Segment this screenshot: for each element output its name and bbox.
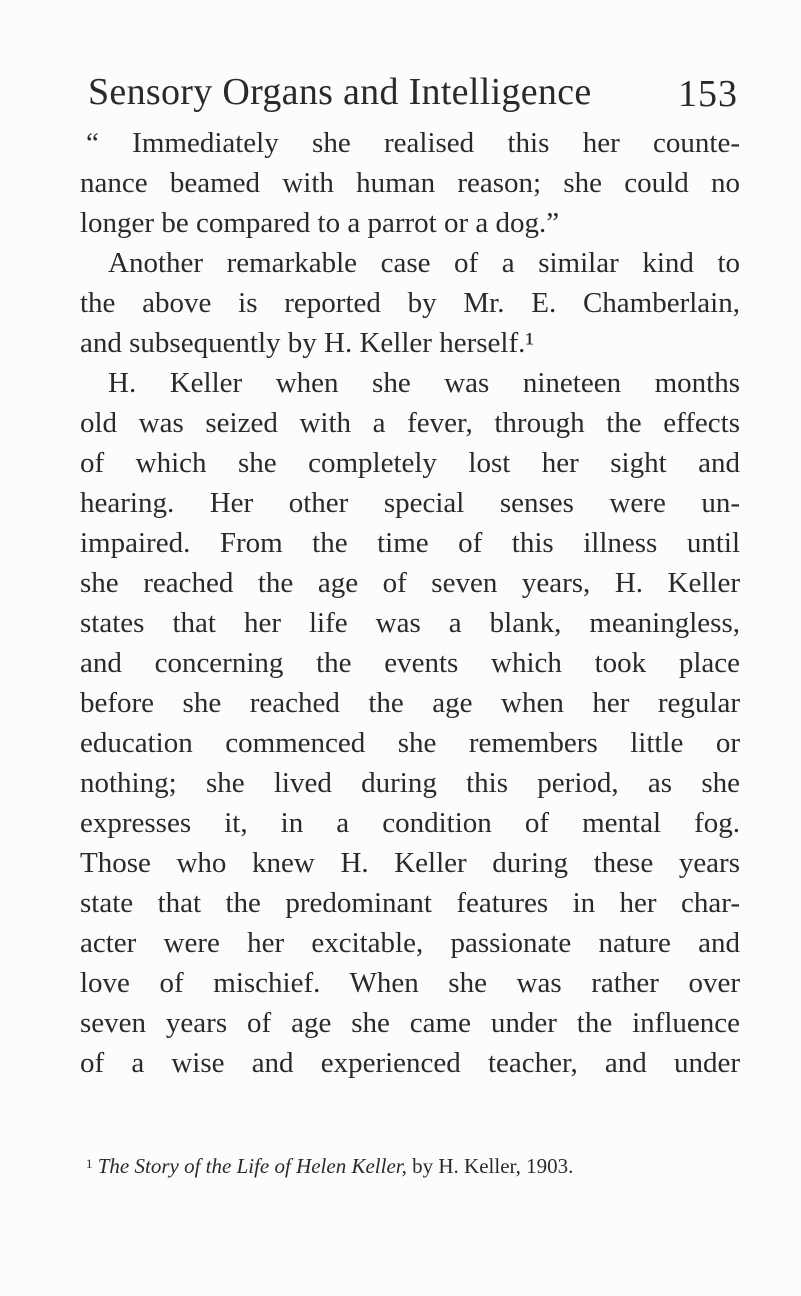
text-line: the above is reported by Mr. E. Chamberlain, xyxy=(80,287,740,319)
text-line: acter were her excitable, passionate nature and xyxy=(80,927,740,959)
page-number: 153 xyxy=(678,73,738,115)
text-line: education commenced she remembers little or xyxy=(80,727,740,759)
text-line: and subsequently by H. Keller herself.¹ xyxy=(80,327,535,359)
text-line: of a wise and experienced teacher, and under xyxy=(80,1047,740,1079)
text-line: she reached the age of seven years, H. Keller xyxy=(80,567,740,599)
running-head: Sensory Organs and Intelligence xyxy=(88,71,592,113)
text-line: longer be compared to a parrot or a dog.” xyxy=(80,207,560,239)
text-line: H. Keller when she was nineteen months xyxy=(108,367,740,399)
text-line: nothing; she lived during this period, as she xyxy=(80,767,740,799)
text-line: old was seized with a fever, through the effects xyxy=(80,407,740,439)
text-line: “ Immediately she realised this her counte- xyxy=(86,127,740,159)
text-line: before she reached the age when her regular xyxy=(80,687,740,719)
text-line: impaired. From the time of this illness until xyxy=(80,527,740,559)
footnote-book-title: The Story of the Life of Helen Keller, xyxy=(97,1154,407,1178)
text-line: states that her life was a blank, meaningless, xyxy=(80,607,740,639)
footnote-marker: 1 xyxy=(86,1156,93,1171)
text-line: nance beamed with human reason; she could no xyxy=(80,167,740,199)
text-line: Another remarkable case of a similar kind to xyxy=(108,247,740,279)
page-header xyxy=(88,68,738,118)
text-line: of which she completely lost her sight and xyxy=(80,447,740,479)
text-line: state that the predominant features in her char- xyxy=(80,887,740,919)
text-line: hearing. Her other special senses were un- xyxy=(80,487,740,519)
text-line: love of mischief. When she was rather over xyxy=(80,967,740,999)
text-line: expresses it, in a condition of mental fog. xyxy=(80,807,740,839)
text-line: Those who knew H. Keller during these years xyxy=(80,847,740,879)
footnote xyxy=(86,1152,740,1180)
footnote-citation: by H. Keller, 1903. xyxy=(406,1154,574,1178)
text-line: seven years of age she came under the influence xyxy=(80,1007,740,1039)
text-line: and concerning the events which took place xyxy=(80,647,740,679)
